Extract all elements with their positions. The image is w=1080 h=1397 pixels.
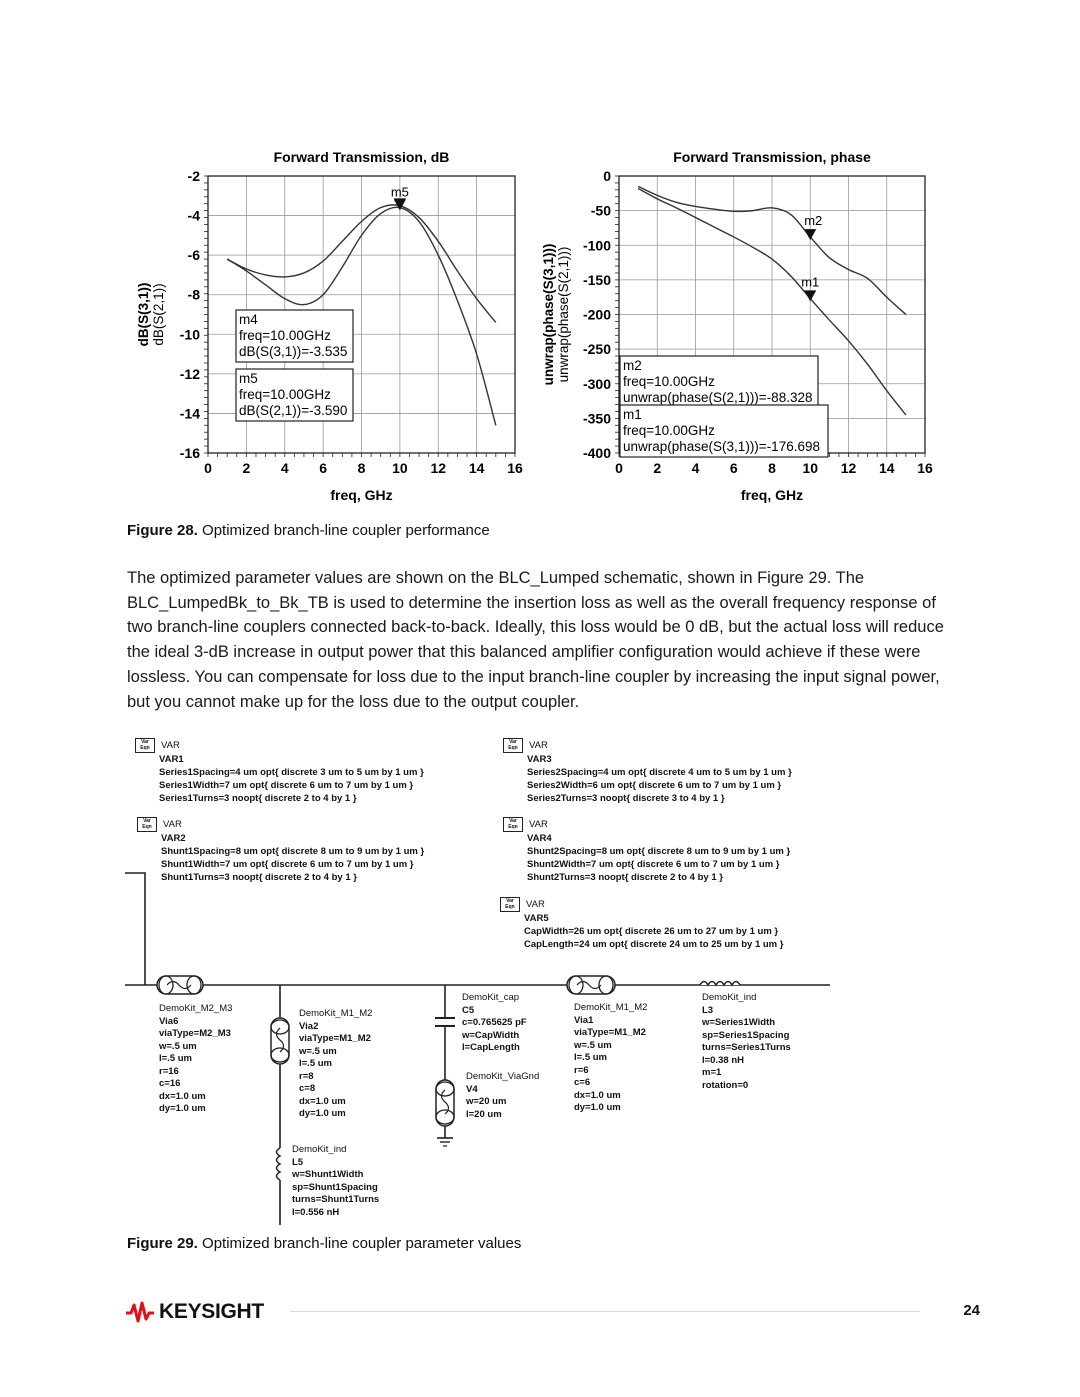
c5-label: DemoKit_cap C5 c=0.765625 pF w=CapWidth l=CapLength: [462, 992, 527, 1053]
brand-name: KEYSIGHT: [159, 1300, 264, 1323]
var-line: Series1Turns=3 noopt{ discrete 2 to 4 by 1 }: [159, 793, 357, 804]
var-eqn-icon: Var Eqn: [503, 738, 523, 753]
var-eqn-icon: Var Eqn: [137, 817, 157, 832]
via1-symbol: [567, 976, 615, 994]
var-eqn-icon: Var Eqn: [135, 738, 155, 753]
y-tick-label: -16: [179, 445, 200, 461]
figure-29-caption: [127, 1235, 521, 1252]
schematic-wiring: [125, 730, 845, 1230]
x-tick-label: 16: [917, 460, 933, 476]
l5-label: DemoKit_ind L5 w=Shunt1Width sp=Shunt1Spacing turns=Shunt1Turns l=0.556 nH: [292, 1144, 380, 1218]
chart-forward-transmission-phase: [535, 140, 945, 510]
var-name: VAR3: [527, 754, 552, 765]
var-line: CapLength=24 um opt{ discrete 24 um to 25 um by 1 um }: [524, 939, 784, 950]
var-line: Series1Width=7 um opt{ discrete 6 um to 7 um by 1 um }: [159, 780, 414, 791]
x-tick-label: 8: [357, 460, 366, 476]
body-paragraph: [127, 566, 957, 714]
marker-readout-text: unwrap(phase(S(2,1)))=-88.328: [623, 390, 813, 405]
y-axis-label: unwrap(phase(S(3,1))): [541, 243, 556, 386]
x-tick-label: 16: [507, 460, 523, 476]
var-line: Shunt2Turns=3 noopt{ discrete 2 to 4 by 1 }: [527, 872, 723, 883]
x-tick-label: 10: [392, 460, 408, 476]
x-tick-label: 0: [204, 460, 212, 476]
var-line: Shunt2Width=7 um opt{ discrete 6 um to 7 um by 1 um }: [527, 859, 780, 870]
marker-tag: m2: [804, 213, 823, 229]
y-tick-label: -12: [179, 365, 200, 382]
x-axis-label: freq, GHz: [740, 487, 804, 503]
y-tick-label: -200: [582, 306, 611, 323]
y-tick-label: -150: [582, 271, 611, 288]
var-name: VAR2: [161, 833, 186, 844]
x-tick-label: 2: [242, 460, 251, 476]
y-tick-label: -6: [187, 247, 200, 264]
x-tick-label: 12: [840, 460, 857, 476]
y-tick-label: -250: [582, 341, 611, 358]
y-tick-label: -8: [187, 286, 200, 303]
marker-readout-text: freq=10.00GHz: [623, 423, 715, 438]
var-eqn-icon: Var Eqn: [500, 897, 520, 912]
marker-readout-text: freq=10.00GHz: [239, 328, 331, 343]
marker-readout-text: unwrap(phase(S(3,1)))=-176.698: [623, 439, 820, 454]
y-tick-label: -400: [582, 445, 611, 461]
var-line: Series2Spacing=4 um opt{ discrete 4 um to 5 um by 1 um }: [527, 767, 792, 778]
figure-28-label: Figure 28.: [127, 522, 198, 539]
y-axis-label: unwrap(phase(S(2,1))): [556, 246, 571, 383]
var-line: Shunt1Turns=3 noopt{ discrete 2 to 4 by 1 }: [161, 872, 357, 883]
x-tick-label: 6: [729, 460, 738, 476]
var-line: Shunt1Width=7 um opt{ discrete 6 um to 7 um by 1 um }: [161, 859, 414, 870]
marker-m1: [804, 290, 816, 301]
var-line: Series1Spacing=4 um opt{ discrete 3 um to 5 um by 1 um }: [159, 767, 424, 778]
y-axis-label: dB(S(3,1)): [136, 282, 151, 347]
x-tick-label: 4: [691, 460, 700, 476]
marker-readout-text: freq=10.00GHz: [623, 374, 715, 389]
x-tick-label: 14: [468, 460, 485, 476]
marker-readout-text: dB(S(3,1))=-3.535: [239, 344, 348, 359]
y-axis-label: dB(S(2,1)): [151, 283, 166, 346]
marker-readout-text: m4: [239, 312, 258, 327]
chart-forward-transmission-db: [130, 140, 540, 510]
body-paragraph-text: The optimized parameter values are shown on the BLC_Lumped schematic, shown in Figure 29. The BLC_LumpedBk_to_Bk_TB is used to determine the insertion loss as well as the overall frequency response of two branch-line couplers connected back-to-back. Ideally, this loss would be 0 dB, but the actual loss will reduce the ideal 3-dB increase in output power that this balanced amplifier configuration would achieve if these were lossless. You can compensate for loss due to the input branch-line coupler by increasing the input signal power, but you cannot make up for the loss due to the output coupler.: [127, 569, 944, 711]
y-tick-label: -4: [187, 207, 200, 224]
y-tick-label: -2: [187, 168, 200, 184]
figure-29-caption-text: Optimized branch-line coupler parameter values: [197, 1235, 522, 1252]
var-line: Shunt2Spacing=8 um opt{ discrete 8 um to 9 um by 1 um }: [527, 846, 791, 857]
marker-m2: [804, 229, 816, 240]
x-tick-label: 4: [280, 460, 289, 476]
chart-title: Forward Transmission, phase: [673, 149, 871, 165]
via2-label: DemoKit_M1_M2 Via2 viaType=M1_M2 w=.5 um l=.5 um r=8 c=8 dx=1.0 um dy=1.0 um: [299, 1008, 373, 1119]
x-tick-label: 12: [430, 460, 447, 476]
keysight-wave-icon: [125, 1301, 155, 1323]
marker-readout-text: dB(S(2,1))=-3.590: [239, 403, 348, 418]
var-line: CapWidth=26 um opt{ discrete 26 um to 27 um by 1 um }: [524, 926, 779, 937]
var-line: Series2Turns=3 noopt{ discrete 3 to 4 by 1 }: [527, 793, 725, 804]
figure-28-caption: [127, 522, 490, 539]
marker-tag: m5: [390, 184, 409, 200]
var5-block: Var Eqn VAR VAR5 CapWidth=26 um opt{ discrete 26 um to 27 um by 1 um } CapLength=24 um opt{ discrete 24 um to 25 um by 1 um }: [500, 897, 783, 951]
x-tick-label: 0: [615, 460, 623, 476]
x-tick-label: 14: [878, 460, 895, 476]
marker-readout-text: m1: [623, 407, 642, 422]
var-name: VAR4: [527, 833, 552, 844]
via6-label: DemoKit_M2_M3 Via6 viaType=M2_M3 w=.5 um l=.5 um r=16 c=16 dx=1.0 um dy=1.0 um: [159, 1003, 233, 1114]
via2-symbol: [271, 1018, 289, 1064]
marker-tag: m1: [801, 274, 820, 290]
marker-readout-text: m2: [623, 358, 642, 373]
var-name: VAR5: [524, 913, 549, 924]
y-tick-label: -350: [582, 410, 611, 427]
x-tick-label: 6: [319, 460, 328, 476]
var1-block: Var Eqn VAR VAR1 Series1Spacing=4 um opt{ discrete 3 um to 5 um by 1 um } Series1Width=7 um opt{ discrete 6 um to 7 um by 1 um } Series1Turns=3 noopt{ discrete 2 to 4 by 1 }: [135, 738, 424, 805]
x-tick-label: 10: [802, 460, 819, 476]
y-tick-label: -10: [179, 326, 200, 343]
chart-title: Forward Transmission, dB: [273, 149, 450, 165]
x-axis-label: freq, GHz: [330, 487, 393, 503]
page-number: 24: [963, 1302, 980, 1319]
figure-28-caption-text: Optimized branch-line coupler performance: [197, 522, 490, 539]
y-tick-label: 0: [603, 168, 611, 184]
var-name: VAR1: [159, 754, 184, 765]
x-tick-label: 8: [768, 460, 776, 476]
var2-block: Var Eqn VAR VAR2 Shunt1Spacing=8 um opt{ discrete 8 um to 9 um by 1 um } Shunt1Width=7 um opt{ discrete 6 um to 7 um by 1 um } Shunt1Turns=3 noopt{ discrete 2 to 4 by 1 }: [137, 817, 424, 884]
var-line: Series2Width=6 um opt{ discrete 6 um to 7 um by 1 um }: [527, 780, 782, 791]
var-eqn-icon: Var Eqn: [503, 817, 523, 832]
keysight-logo: [125, 1297, 264, 1327]
y-tick-label: -14: [179, 405, 200, 422]
footer-divider: [290, 1311, 920, 1312]
schematic-figure-29: [125, 730, 845, 1230]
marker-readout-text: m5: [239, 371, 258, 386]
y-tick-label: -50: [590, 202, 611, 219]
figure-29-label: Figure 29.: [127, 1235, 198, 1252]
v4-symbol: [436, 1080, 454, 1126]
via1-label: DemoKit_M1_M2 Via1 viaType=M1_M2 w=.5 um l=.5 um r=6 c=6 dx=1.0 um dy=1.0 um: [574, 1002, 648, 1113]
marker-readout-text: freq=10.00GHz: [239, 387, 331, 402]
var-line: Shunt1Spacing=8 um opt{ discrete 8 um to 9 um by 1 um }: [161, 846, 425, 857]
var4-block: Var Eqn VAR VAR4 Shunt2Spacing=8 um opt{ discrete 8 um to 9 um by 1 um } Shunt2Width=7 um opt{ discrete 6 um to 7 um by 1 um } Shunt2Turns=3 noopt{ discrete 2 to 4 by 1 }: [503, 817, 790, 884]
y-tick-label: -300: [582, 375, 611, 392]
v4-label: DemoKit_ViaGnd V4 w=20 um l=20 um: [466, 1071, 540, 1120]
l3-label: DemoKit_ind L3 w=Series1Width sp=Series1Spacing turns=Series1Turns l=0.38 nH m=1 rotation=0: [702, 992, 791, 1091]
x-tick-label: 2: [653, 460, 662, 476]
y-tick-label: -100: [582, 237, 611, 254]
var3-block: Var Eqn VAR VAR3 Series2Spacing=4 um opt{ discrete 4 um to 5 um by 1 um } Series2Width=6 um opt{ discrete 6 um to 7 um by 1 um } Series2Turns=3 noopt{ discrete 3 to 4 by 1 }: [503, 738, 792, 805]
via6-symbol: [157, 976, 203, 994]
